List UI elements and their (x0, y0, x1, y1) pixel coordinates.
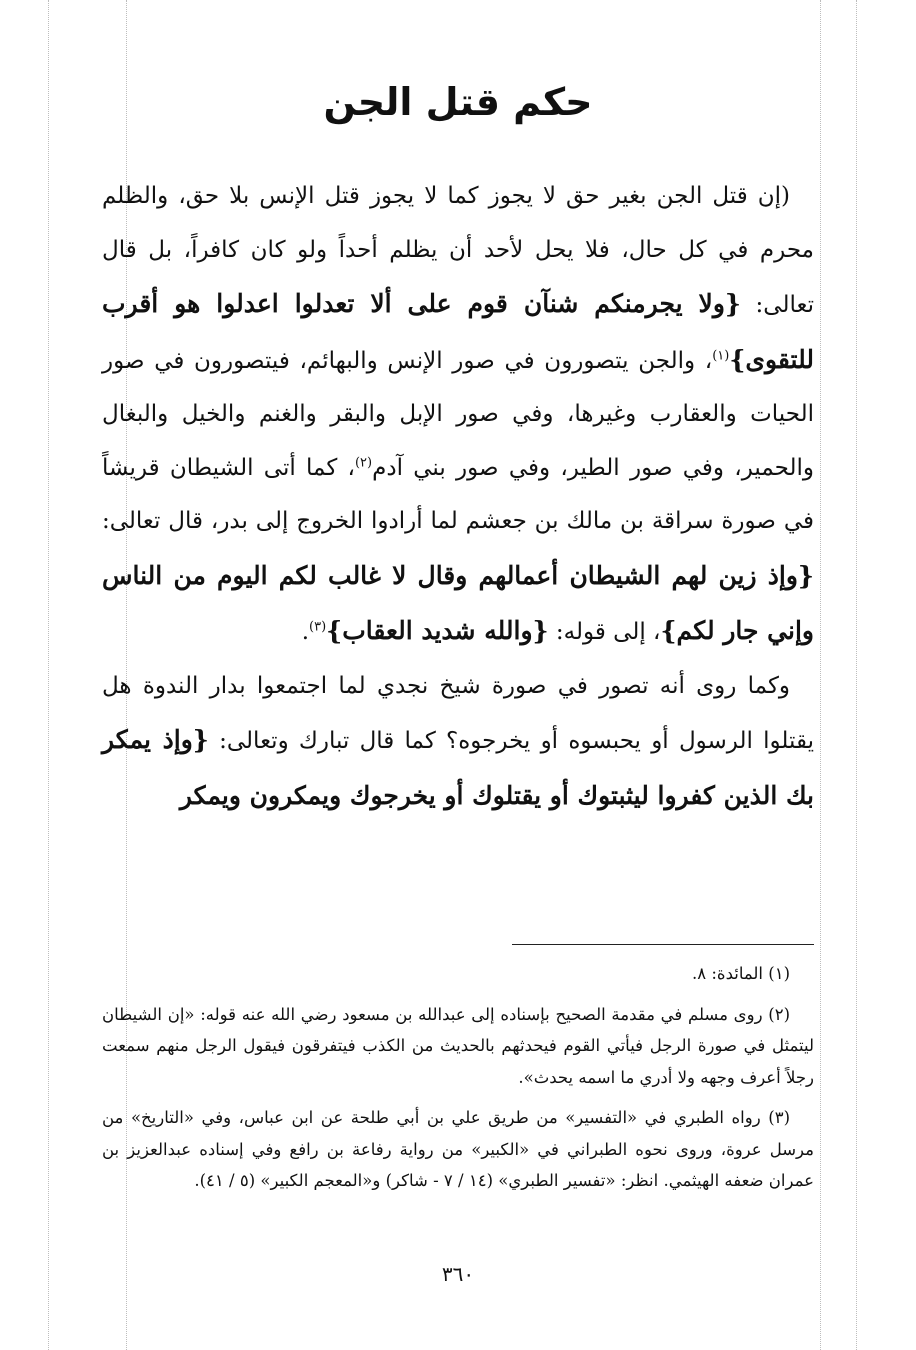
quran-verse: {والله شديد العقاب} (326, 616, 549, 645)
text-segment: ، والجن يتصورون في صور الإنس والبهائم، فيتصورون في صور الحيات والعقارب وغيرها، وفي صور الإبل والبقر والغنم والخيل والبغال والحمير، وفي صور الطير، وفي صور بني آدم (102, 347, 814, 481)
text-segment: (إن قتل الجن بغير حق لا يجوز كما لا يجوز قتل الإنس بلا حق، والظلم محرم في كل حال، فلا يحل لأحد أن يظلم أحداً ولو كان كافراً، بل قال تعالى: (102, 183, 814, 318)
text-segment: ، إلى قوله: (548, 619, 661, 645)
page-title: حكم قتل الجن (323, 80, 593, 124)
quran-verse: {وإذ زين لهم الشيطان أعمالهم وقال لا غالب لكم اليوم من الناس وإني جار لكم} (102, 560, 814, 645)
footnote: (٣) رواه الطبري في «التفسير» من طريق علي بن أبي طلحة عن ابن عباس، وفي «التاريخ» من مرسل عروة، وروى نحوه الطبراني في «الكبير» من رواية رفاعة بن رافع وفي إسناده عبدالعزيز بن عمران ضعفه الهيثمي. انظر: «تفسير الطبري» (١٤ / ٧ - شاكر) و«المعجم الكبير» (٥ / ٤١). (102, 1108, 814, 1190)
quran-verse: {وإذ يمكر بك الذين كفروا ليثبتوك أو يقتلوك أو يخرجوك ويمكرون ويمكر (102, 725, 814, 810)
paragraph (102, 170, 814, 660)
margin-guide-right-outer (856, 0, 857, 1350)
footnote-marker: (٢) (354, 454, 373, 470)
paragraph (102, 660, 814, 825)
text-segment: وكما روى أنه تصور في صورة شيخ نجدي لما اجتمعوا بدار الندوة هل يقتلوا الرسول أو يحبسوه أو يخرجوه؟ كما قال تبارك وتعالى: (102, 672, 814, 754)
footnote: (١) المائدة: ٨. (692, 964, 790, 983)
footnote-marker: (١) (712, 347, 730, 363)
footnote-marker: (٣) (309, 619, 327, 635)
page-number: ٣٦٠ (441, 1262, 475, 1286)
margin-guide-left (48, 0, 49, 1350)
footnotes (102, 958, 814, 1206)
footnote-separator (512, 944, 814, 945)
margin-guide-right (820, 0, 821, 1350)
footnote: (٢) روى مسلم في مقدمة الصحيح بإسناده إلى عبدالله بن مسعود رضي الله عنه قوله: «إن الشيطان ليتمثل في صورة الرجل فيأتي القوم فيحدثهم بالحديث من الكذب فيتفرقون فيقول الرجل منهم سمعت رجلاً أعرف وجهه ولا أدري ما اسمه يحدث». (102, 1004, 814, 1087)
text-segment: ، كما أتى الشيطان قريشاً في صورة سراقة بن مالك بن جعشم لما أرادوا الخروج إلى بدر، قال تعالى: (102, 454, 814, 534)
quran-verse: {ولا يجرمنكم شنآن قوم على ألا تعدلوا اعدلوا هو أقرب للتقوى} (102, 289, 814, 374)
text-segment: . (301, 619, 309, 645)
main-text (102, 170, 814, 824)
